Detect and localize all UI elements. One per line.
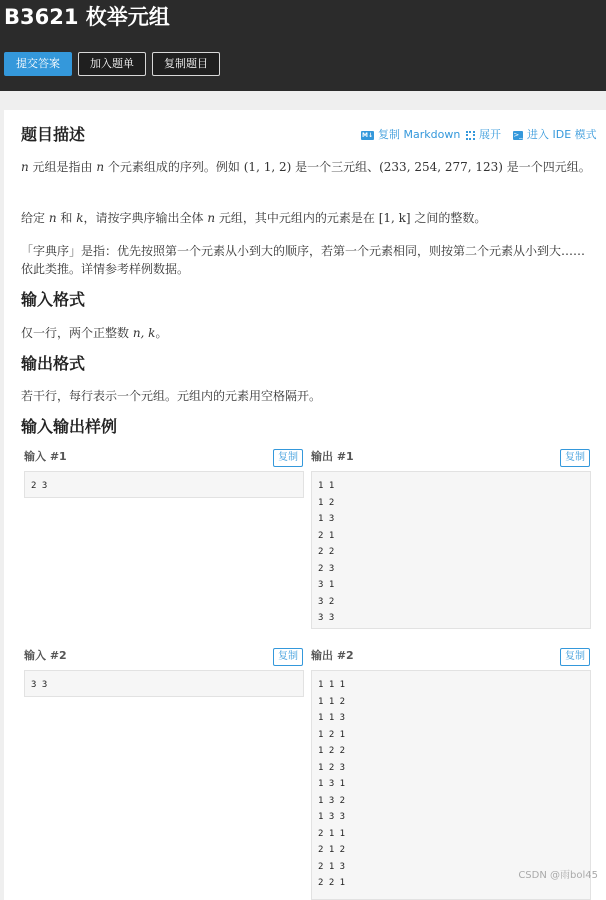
ide-mode-label: 进入 IDE 模式 bbox=[527, 128, 597, 141]
expand-icon bbox=[466, 131, 475, 140]
text-fragment: 给定 bbox=[21, 211, 49, 225]
description-paragraph-2 bbox=[21, 209, 591, 227]
sample-input-box[interactable] bbox=[24, 670, 304, 697]
sample-input-label: 输入 #2 bbox=[24, 649, 67, 662]
sample-input-box[interactable] bbox=[24, 471, 304, 498]
copy-output-button[interactable]: 复制 bbox=[560, 648, 590, 666]
page-header bbox=[0, 0, 606, 91]
text-fragment: 之间的整数。 bbox=[410, 211, 487, 225]
samples-heading: 输入输出样例 bbox=[21, 417, 118, 436]
copy-problem-button[interactable]: 复制题目 bbox=[152, 52, 220, 76]
sample-input-label: 输入 #1 bbox=[24, 450, 67, 463]
output-format-text: 若干行，每行表示一个元组。元组内的元素用空格隔开。 bbox=[21, 389, 322, 403]
text-fragment: 元组，其中元组内的元素是在 bbox=[215, 211, 379, 225]
problem-card bbox=[4, 110, 606, 900]
text-fragment: 仅一行，两个正整数 bbox=[21, 326, 133, 340]
sample-input-code: 3 3 bbox=[31, 680, 48, 690]
input-format-text bbox=[21, 324, 591, 342]
description-heading: 题目描述 bbox=[21, 125, 86, 144]
text-fragment: 个元素组成的序列。例如 bbox=[104, 160, 244, 174]
csdn-watermark: CSDN @雨bol45 bbox=[518, 870, 598, 881]
math-example: (233, 254, 277, 123) bbox=[379, 160, 503, 174]
text-fragment: 。 bbox=[155, 326, 168, 340]
text-fragment: 元组是指由 bbox=[28, 160, 97, 174]
description-paragraph-1 bbox=[21, 158, 591, 176]
terminal-icon: >_ bbox=[513, 130, 523, 139]
math-var: k bbox=[76, 211, 84, 225]
expand-label: 展开 bbox=[479, 128, 501, 141]
ide-mode-link[interactable] bbox=[513, 127, 597, 143]
add-to-list-button[interactable]: 加入题单 bbox=[78, 52, 146, 76]
text-fragment: 是一个四元组。 bbox=[502, 160, 591, 174]
math-var: n bbox=[96, 160, 105, 174]
copy-input-button[interactable]: 复制 bbox=[273, 648, 303, 666]
sample-output-code: 1 1 1 1 1 2 1 1 3 1 2 1 1 2 2 1 2 3 1 3 1 1 3 2 1 3 3 2 1 1 2 1 2 2 1 3 2 2 1 bbox=[318, 680, 346, 888]
sample-output-code: 1 1 1 2 1 3 2 1 2 2 2 3 3 1 3 2 3 3 bbox=[318, 481, 335, 623]
sample-input-code: 2 3 bbox=[31, 481, 48, 491]
math-example: (1, 1, 2) bbox=[243, 160, 292, 174]
output-format-heading: 输出格式 bbox=[21, 354, 86, 373]
input-format-heading: 输入格式 bbox=[21, 290, 86, 309]
problem-title: B3621 枚举元组 bbox=[4, 5, 170, 29]
sample-output-label: 输出 #1 bbox=[311, 450, 354, 463]
sample-output-box[interactable] bbox=[311, 471, 591, 629]
copy-markdown-label: 复制 Markdown bbox=[378, 128, 461, 141]
submit-answer-button[interactable]: 提交答案 bbox=[4, 52, 72, 76]
copy-markdown-link[interactable] bbox=[361, 127, 460, 143]
text-fragment: 和 bbox=[56, 211, 77, 225]
copy-input-button[interactable]: 复制 bbox=[273, 449, 303, 467]
expand-link[interactable] bbox=[466, 127, 501, 143]
sample-output-label: 输出 #2 bbox=[311, 649, 354, 662]
math-range: [1, k] bbox=[378, 211, 411, 225]
math-var: n bbox=[21, 160, 29, 174]
description-paragraph-3: 「字典序」是指：优先按照第一个元素从小到大的顺序，若第一个元素相同，则按第二个元素从小到大……依此类推。详情参考样例数据。 bbox=[21, 244, 586, 276]
markdown-icon: M↓ bbox=[362, 131, 373, 139]
math-var: n, k bbox=[132, 326, 156, 340]
math-var: n bbox=[207, 211, 216, 225]
math-var: n bbox=[48, 211, 57, 225]
text-fragment: 是一个三元组、 bbox=[291, 160, 380, 174]
text-fragment: ，请按字典序输出全体 bbox=[83, 211, 208, 225]
copy-output-button[interactable]: 复制 bbox=[560, 449, 590, 467]
